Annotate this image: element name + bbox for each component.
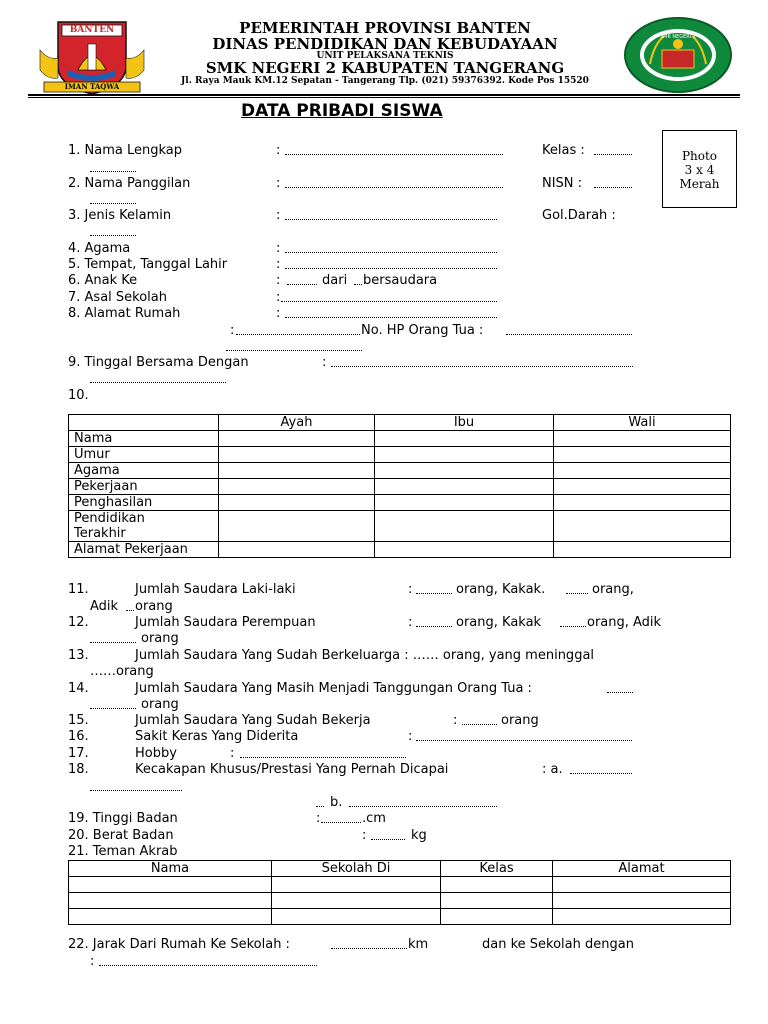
alamat-cell[interactable]: [553, 877, 731, 893]
ibu-cell[interactable]: [375, 542, 554, 558]
colon: :: [230, 746, 235, 761]
item-11-orang: orang, Kakak.: [456, 582, 546, 597]
nama-cell[interactable]: [69, 909, 272, 925]
header-divider-thin: [28, 97, 740, 98]
table-row: [69, 893, 731, 909]
wali-cell[interactable]: [554, 463, 731, 479]
transport-field[interactable]: [99, 954, 317, 966]
table-header-cell: Ayah: [219, 415, 375, 431]
photo-label-2: 3 x 4: [684, 163, 715, 177]
prestasi-b-field[interactable]: [349, 795, 497, 807]
table-row: [69, 511, 731, 542]
wali-cell[interactable]: [554, 511, 731, 542]
saudara-count-field[interactable]: [354, 273, 362, 285]
nama-cell[interactable]: [69, 893, 272, 909]
item-12-label: Jumlah Saudara Perempuan: [135, 615, 316, 630]
nama-lengkap-field[interactable]: [285, 143, 503, 155]
ibu-cell[interactable]: [375, 479, 554, 495]
alamat-cell[interactable]: [553, 909, 731, 925]
item-18-a: : a.: [542, 762, 563, 777]
tinggi-badan-field[interactable]: [321, 811, 361, 823]
colon: :: [276, 273, 281, 288]
item-14-label: Jumlah Saudara Yang Masih Menjadi Tanggungan Orang Tua :: [135, 681, 532, 696]
nama-panggilan-field[interactable]: [285, 176, 503, 188]
item-15-orang: orang: [501, 713, 539, 728]
colon: :: [453, 713, 458, 728]
saudara-laki-field[interactable]: [416, 582, 452, 594]
hp-ortu-field[interactable]: [506, 323, 632, 335]
colon: :: [316, 811, 321, 826]
ibu-cell[interactable]: [375, 447, 554, 463]
field-1-label: 1. Nama Lengkap: [68, 143, 183, 158]
row-label: [69, 511, 219, 542]
colon: :: [362, 828, 367, 843]
ibu-cell[interactable]: [375, 431, 554, 447]
nisn-field-cont[interactable]: [90, 192, 136, 204]
ayah-cell[interactable]: [219, 463, 375, 479]
colon: :: [276, 176, 281, 191]
colon: :: [276, 241, 281, 256]
item-11-label: Jumlah Saudara Laki-laki: [135, 582, 296, 597]
alamat-cell[interactable]: [553, 893, 731, 909]
kelas-field-cont[interactable]: [90, 160, 136, 172]
table-row: [69, 447, 731, 463]
item-11-num: 11.: [68, 582, 89, 597]
sekolah-cell[interactable]: [272, 893, 441, 909]
wali-cell[interactable]: [554, 495, 731, 511]
colon: :: [322, 355, 327, 370]
field-6-label: 6. Anak Ke: [68, 273, 138, 288]
header-line-4: SMK NEGERI 2 KABUPATEN TANGERANG: [205, 59, 565, 77]
asal-sekolah-field[interactable]: [281, 290, 497, 302]
item-14-cont: orang: [141, 697, 179, 712]
photo-box: [662, 130, 737, 208]
field-10-label: 10.: [68, 388, 89, 403]
wali-cell[interactable]: [554, 447, 731, 463]
row-label: Umur: [69, 447, 219, 463]
tinggal-bersama-field-cont[interactable]: [90, 371, 226, 383]
item-17-label: Hobby: [135, 746, 177, 761]
nisn-label: NISN :: [542, 176, 583, 191]
adik-perempuan-field[interactable]: [90, 631, 136, 643]
kelas-field[interactable]: [594, 143, 632, 155]
item-12-orang: orang, Kakak: [456, 615, 542, 630]
nama-cell[interactable]: [69, 877, 272, 893]
colon: :: [230, 323, 235, 338]
ibu-cell[interactable]: [375, 463, 554, 479]
item-22-unit: km: [408, 937, 429, 952]
table-row: [69, 463, 731, 479]
photo-label-3: Merah: [679, 177, 720, 191]
saudara-perempuan-field[interactable]: [416, 615, 452, 627]
adik-laki-field[interactable]: [126, 599, 134, 611]
item-11-adik-orang: orang: [135, 599, 173, 614]
sakit-field[interactable]: [416, 729, 632, 741]
nisn-field[interactable]: [594, 176, 632, 188]
field-9-label: 9. Tinggal Bersama Dengan: [68, 355, 249, 370]
header-line-3: UNIT PELAKSANA TEKNIS: [316, 51, 454, 61]
colon: :: [90, 954, 95, 969]
item-21-label: 21. Teman Akrab: [68, 844, 178, 859]
field-2-label: 2. Nama Panggilan: [68, 176, 191, 191]
kakak-perempuan-field[interactable]: [560, 615, 586, 627]
item-13-cont: ……orang: [90, 664, 154, 679]
item-12-orang-2: orang, Adik: [587, 615, 662, 630]
alamat-rumah-field-cont[interactable]: [236, 323, 360, 335]
jarak-field[interactable]: [331, 937, 407, 949]
table-row: [69, 495, 731, 511]
table-row: [69, 542, 731, 558]
tinggal-bersama-field[interactable]: [331, 355, 633, 367]
ayah-cell[interactable]: [219, 542, 375, 558]
ayah-cell[interactable]: [219, 431, 375, 447]
item-20-unit: kg: [411, 828, 427, 843]
colon: :: [408, 729, 413, 744]
friends-table: [68, 860, 731, 925]
colon: :: [276, 290, 281, 305]
table-header-row: [69, 415, 731, 431]
table-row: [69, 479, 731, 495]
item-18-num: 18.: [68, 762, 89, 777]
item-15-num: 15.: [68, 713, 89, 728]
ayah-cell[interactable]: [219, 479, 375, 495]
item-19-unit: .cm: [362, 811, 386, 826]
gol-darah-label: Gol.Darah :: [542, 208, 616, 223]
kelas-cell[interactable]: [441, 893, 553, 909]
wali-cell[interactable]: [554, 431, 731, 447]
dari-label: dari: [322, 273, 348, 288]
logo-top-text: BANTEN: [69, 25, 115, 35]
ayah-cell[interactable]: [219, 511, 375, 542]
item-12-cont: orang: [141, 631, 179, 646]
colon: :: [276, 257, 281, 272]
row-label: Nama: [69, 431, 219, 447]
wali-cell[interactable]: [554, 479, 731, 495]
row-label: Pekerjaan: [69, 479, 219, 495]
item-15-label: Jumlah Saudara Yang Sudah Bekerja: [135, 713, 371, 728]
ayah-cell[interactable]: [219, 447, 375, 463]
kakak-laki-field[interactable]: [566, 582, 588, 594]
header-address: Jl. Raya Mauk KM.12 Sepatan - Tangerang Tlp. (021) 59376392. Kode Pos 15520: [181, 76, 589, 86]
sekolah-cell[interactable]: [272, 909, 441, 925]
table-header-cell: Alamat: [553, 861, 731, 877]
row-label-line: Pendidikan: [74, 511, 145, 526]
kelas-cell[interactable]: [441, 909, 553, 925]
logo-motto-text: IMAN TAQWA: [64, 82, 120, 91]
agama-field[interactable]: [285, 241, 497, 253]
alamat-rumah-field[interactable]: [285, 306, 497, 318]
tanggungan-field-cont[interactable]: [90, 697, 136, 709]
prestasi-a-field-cont[interactable]: [90, 779, 182, 791]
item-12-num: 12.: [68, 615, 89, 630]
wali-cell[interactable]: [554, 542, 731, 558]
item-18-b: b.: [330, 795, 343, 810]
item-19-label: 19. Tinggi Badan: [68, 811, 178, 826]
field-7-label: 7. Asal Sekolah: [68, 290, 167, 305]
header-divider: [28, 94, 740, 96]
field-8-label: 8. Alamat Rumah: [68, 306, 181, 321]
item-13-label: Jumlah Saudara Yang Sudah Berkeluarga : …… orang, yang meninggal: [135, 648, 595, 663]
field-4-label: 4. Agama: [68, 241, 131, 256]
table-row: [69, 431, 731, 447]
ibu-cell[interactable]: [375, 511, 554, 542]
bersaudara-label: bersaudara: [363, 273, 438, 288]
colon: :: [408, 615, 413, 630]
row-label: Agama: [69, 463, 219, 479]
item-22-transport-label: dan ke Sekolah dengan: [482, 937, 634, 952]
photo-label-1: Photo: [681, 149, 718, 163]
item-17-num: 17.: [68, 746, 89, 761]
ttl-field[interactable]: [285, 257, 497, 269]
parents-table: [68, 414, 731, 558]
gol-darah-field[interactable]: [90, 224, 136, 236]
tanggungan-field[interactable]: [607, 681, 633, 693]
banten-logo: [38, 20, 146, 96]
item-16-num: 16.: [68, 729, 89, 744]
page-title: DATA PRIBADI SISWA: [241, 101, 443, 121]
ayah-cell[interactable]: [219, 495, 375, 511]
table-row: [69, 909, 731, 925]
header-line-1: PEMERINTAH PROVINSI BANTEN: [239, 19, 531, 37]
table-header-cell: Wali: [554, 415, 731, 431]
item-20-label: 20. Berat Badan: [68, 828, 174, 843]
item-16-label: Sakit Keras Yang Diderita: [135, 729, 299, 744]
anak-ke-field[interactable]: [287, 273, 317, 285]
header-line-2: DINAS PENDIDIKAN DAN KEBUDAYAAN: [212, 35, 558, 53]
jenis-kelamin-field[interactable]: [285, 208, 497, 220]
ibu-cell[interactable]: [375, 495, 554, 511]
colon: :: [276, 208, 281, 223]
row-label-line: Terakhir: [74, 526, 126, 541]
hobby-field[interactable]: [240, 746, 406, 758]
table-header-cell: Ibu: [375, 415, 554, 431]
row-label: Alamat Pekerjaan: [69, 542, 219, 558]
sekolah-cell[interactable]: [272, 877, 441, 893]
item-22-label: 22. Jarak Dari Rumah Ke Sekolah :: [68, 937, 290, 952]
kelas-label: Kelas :: [542, 143, 585, 158]
prestasi-b-prefix: [316, 795, 324, 807]
row-label: Penghasilan: [69, 495, 219, 511]
item-14-num: 14.: [68, 681, 89, 696]
berat-badan-field[interactable]: [371, 828, 405, 840]
kelas-cell[interactable]: [441, 877, 553, 893]
item-11-orang-2: orang,: [592, 582, 634, 597]
hp-ortu-label: No. HP Orang Tua :: [361, 323, 484, 338]
table-header-row: [69, 861, 731, 877]
school-logo: [624, 16, 732, 94]
school-logo-text: SMK NEGERI 2: [659, 34, 696, 40]
prestasi-a-field[interactable]: [570, 762, 632, 774]
hp-ortu-field-cont[interactable]: [226, 339, 362, 351]
item-11-adik: Adik: [90, 599, 119, 614]
table-header-cell: Nama: [69, 861, 272, 877]
field-3-label: 3. Jenis Kelamin: [68, 208, 172, 223]
item-13-num: 13.: [68, 648, 89, 663]
colon: :: [276, 306, 281, 321]
table-header-cell: Kelas: [441, 861, 553, 877]
table-header-cell: [69, 415, 219, 431]
item-18-label: Kecakapan Khusus/Prestasi Yang Pernah Dicapai: [135, 762, 449, 777]
colon: :: [276, 143, 281, 158]
table-header-cell: Sekolah Di: [272, 861, 441, 877]
table-row: [69, 877, 731, 893]
field-5-label: 5. Tempat, Tanggal Lahir: [68, 257, 228, 272]
colon: :: [408, 582, 413, 597]
bekerja-field[interactable]: [462, 713, 497, 725]
